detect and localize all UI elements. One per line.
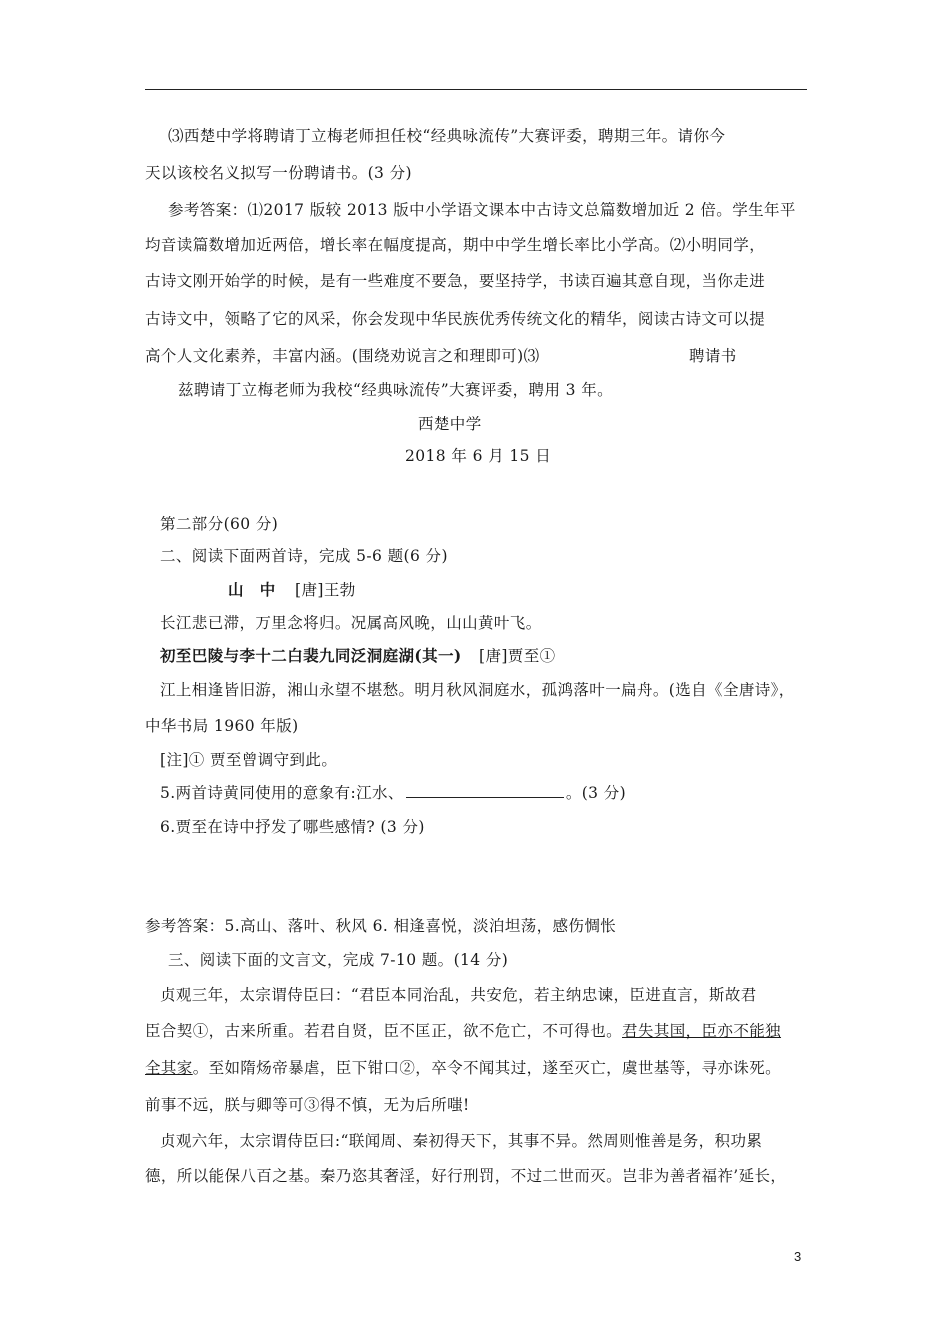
answer-2: 参考答案：5.高山、落叶、秋风 6. 相逢喜悦，淡泊坦荡，感伤惆怅	[145, 917, 617, 935]
passage-1-line-4: 前事不远，朕与卿等可③得不慎，无为后所嗤!	[145, 1096, 470, 1114]
answer-1-line-3: 古诗文刚开始学的时候，是有一些难度不要急，要坚持学，书读百遍其意自现，当你走进	[145, 272, 766, 290]
passage-2-line-1: 贞观六年，太宗谓侍臣曰:“联闻周、秦初得天下，其事不异。然周则惟善是务，积功累	[160, 1132, 763, 1150]
letter-signer: 西楚中学	[418, 415, 482, 433]
question-5-answer-blank	[406, 783, 564, 798]
passage-1-line-1: 贞观三年，太宗谓侍臣曰：“君臣本同治乱，共安危，若主纳忠谏，臣进直言，斯故君	[160, 986, 757, 1004]
poem-2-text-line-1: 江上相逢皆旧游，湘山永望不堪愁。明月秋风洞庭水，孤鸿落叶一扁舟。(选自《全唐诗》，	[160, 681, 795, 699]
underlined-sentence-part-2: 全其家	[145, 1059, 193, 1077]
question-5	[160, 783, 626, 803]
answer-1-line-2: 均音读篇数增加近两倍，增长率在幅度提高，期中中学生增长率比小学高。⑵小明同学，	[145, 236, 766, 254]
poem-1-author: [唐]王勃	[295, 581, 356, 599]
question-5-points: 。(3 分)	[565, 784, 627, 802]
section-3-heading: 三、阅读下面的文言文，完成 7-10 题。(14 分)	[168, 951, 509, 969]
answer-1-line-4: 古诗文中，领略了它的风采，你会发现中华民族优秀传统文化的精华，阅读古诗文可以提	[145, 310, 766, 328]
question-6: 6.贾至在诗中抒发了哪些感情? (3 分)	[160, 818, 425, 836]
part-2-heading: 第二部分(60 分)	[160, 515, 279, 533]
poem-2-title: 初至巴陵与李十二白裴九同泛洞庭湖(其一)	[160, 646, 462, 665]
question-5-text: 5.两首诗黄同使用的意象有:江水、	[160, 784, 404, 802]
poem-1-title: 山 中	[228, 580, 276, 599]
passage-2-line-2: 德，所以能保八百之基。秦乃恣其奢淫，好行刑罚，不过二世而灭。岂非为善者福祚’延长，	[145, 1167, 787, 1185]
answer-1-line-5: 高个人文化素养，丰富内涵。(围绕劝说言之和理即可)⑶	[145, 347, 540, 365]
page-number: 3	[794, 1249, 802, 1264]
poem-2-author: [唐]贾至①	[479, 647, 556, 665]
passage-1-line-3-text: 。至如隋炀帝暴虐，臣下钳口②，卒令不闻其过，遂至灭亡，虞世基等，寻亦诛死。	[192, 1059, 782, 1077]
passage-1-line-2-text: 臣合契①，古来所重。若君自贤，臣不匡正，欲不危亡，不可得也。	[145, 1022, 623, 1040]
poem-1-text: 长江悲已滞，万里念将归。况属高风晚，山山黄叶飞。	[160, 614, 542, 632]
answer-1-line-1: 参考答案：⑴2017 版较 2013 版中小学语文课本中古诗文总篇数增加近 2 倍。学生年平	[168, 201, 796, 219]
header-rule	[145, 89, 807, 90]
letter-title: 聘请书	[689, 347, 737, 365]
letter-date: 2018 年 6 月 15 日	[405, 447, 552, 465]
letter-body: 兹聘请丁立梅老师为我校“经典咏流传”大赛评委，聘用 3 年。	[178, 381, 614, 399]
poem-2-text-line-2: 中华书局 1960 年版)	[145, 717, 299, 735]
passage-1-line-3	[145, 1058, 781, 1078]
poem-2-heading	[160, 646, 556, 666]
question-3-line-1: ⑶西楚中学将聘请丁立梅老师担任校“经典咏流传”大赛评委，聘期三年。请你今	[168, 127, 726, 145]
section-2-heading: 二、阅读下面两首诗，完成 5-6 题(6 分)	[160, 547, 448, 565]
poem-1-heading	[228, 580, 356, 600]
passage-1-line-2	[145, 1021, 781, 1041]
poem-note: [注]① 贾至曾调守到此。	[160, 751, 338, 769]
question-3-line-2: 天以该校名义拟写一份聘请书。(3 分)	[145, 164, 412, 182]
underlined-sentence-part-1: 君失其国，臣亦不能独	[622, 1022, 782, 1040]
